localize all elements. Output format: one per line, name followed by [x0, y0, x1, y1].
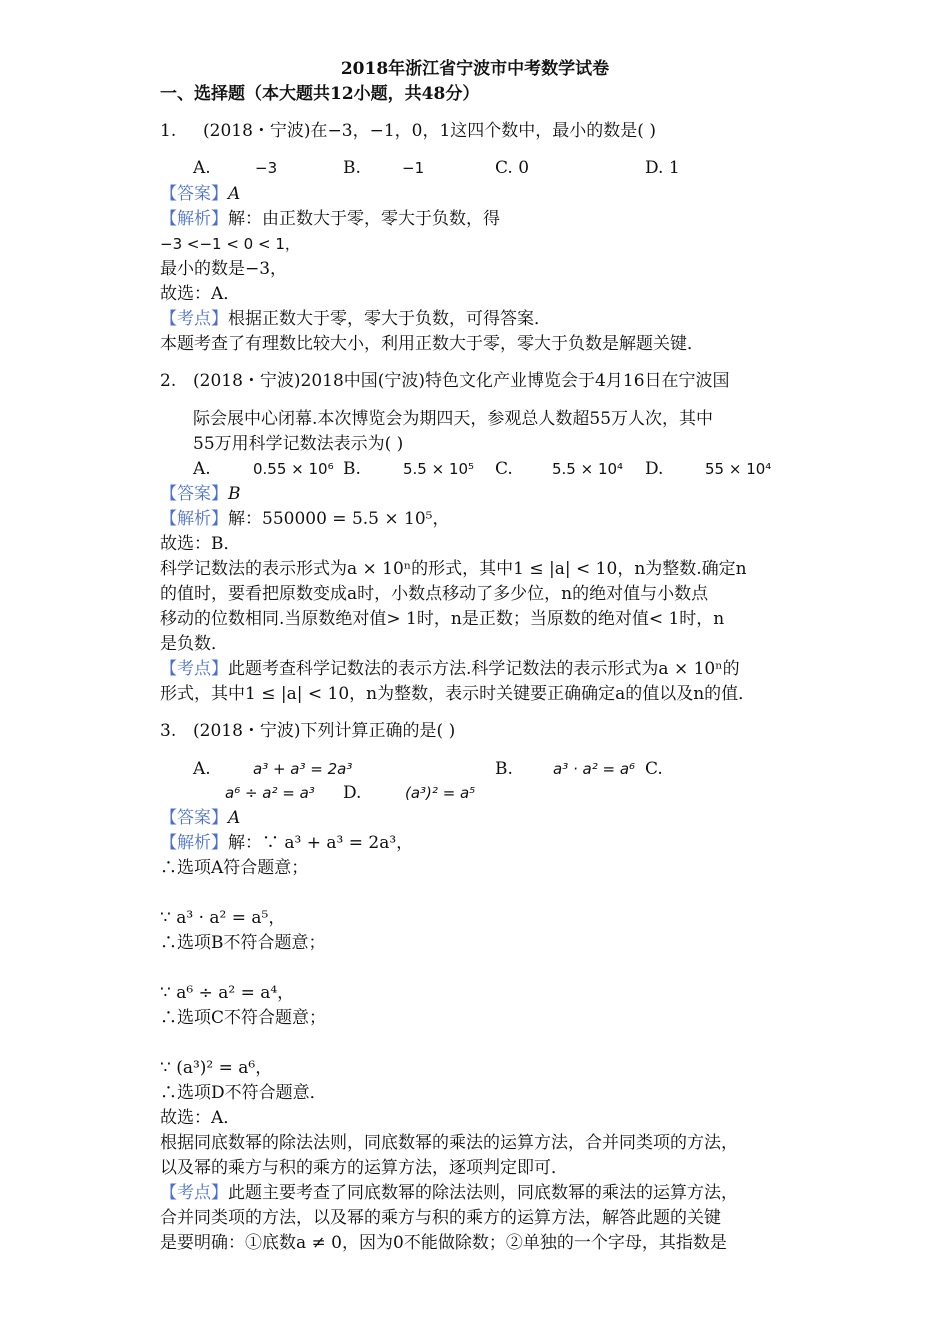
question-number: 2. — [160, 371, 177, 391]
analysis-text: 移动的位数相同.当原数绝对值> 1时，n是正数；当原数的绝对值< 1时，n — [160, 609, 725, 629]
point-text: 形式，其中1 ≤ |a| < 10，n为整数，表示时关键要正确确定a的值以及n的值． — [160, 684, 756, 704]
option-d-value: 55 × 10⁴ — [705, 460, 772, 478]
point-text: 此题主要考查了同底数幂的除法法则，同底数幂的乘法的运算方法， — [228, 1183, 738, 1203]
option-b-value: −1 — [402, 159, 425, 177]
point-line — [160, 658, 740, 680]
analysis-tag: 【解析】 — [160, 833, 228, 853]
question-number: 3. — [160, 721, 177, 741]
analysis-text: ∵ a⁶ ÷ a² = a⁴， — [160, 983, 295, 1003]
option-a-label: A. — [193, 759, 211, 779]
analysis-text: 解：∵ a³ + a³ = 2a³， — [228, 833, 414, 853]
option-d-value: (a³)² = a⁵ — [405, 784, 476, 802]
question-number: 1. — [160, 121, 177, 141]
option-c-label: C. — [495, 459, 513, 479]
point-tag: 【考点】 — [160, 309, 228, 329]
answer-value: A — [228, 808, 241, 828]
analysis-text: 解：550000 = 5.5 × 10⁵， — [228, 509, 450, 529]
point-text: 本题考查了有理数比较大小，利用正数大于零，零大于负数是解题关键． — [160, 334, 704, 354]
analysis-text: 根据同底数幂的除法法则，同底数幂的乘法的运算方法，合并同类项的方法， — [160, 1133, 738, 1153]
option-d-label: D. — [645, 459, 664, 479]
analysis-text: 是负数． — [160, 634, 228, 654]
analysis-text: 故选：A． — [160, 1108, 241, 1128]
option-b-label: B. — [343, 459, 361, 479]
analysis-text: 故选：B． — [160, 534, 241, 554]
analysis-text: 的值时，要看把原数变成a时，小数点移动了多少位，n的绝对值与小数点 — [160, 584, 709, 604]
analysis-text: 科学记数法的表示形式为a × 10ⁿ的形式，其中1 ≤ |a| < 10，n为整数.确定n — [160, 559, 747, 579]
point-text: 此题考查科学记数法的表示方法.科学记数法的表示形式为a × 10ⁿ的 — [228, 659, 740, 679]
analysis-text: −3 <−1 < 0 < 1， — [160, 235, 300, 253]
point-tag: 【考点】 — [160, 659, 228, 679]
analysis-text: ∵ a³ · a² = a⁵， — [160, 908, 286, 928]
analysis-text: ∴选项B不符合题意； — [160, 933, 326, 953]
answer-tag: 【答案】 — [160, 184, 228, 204]
option-b-label: B. — [343, 158, 361, 178]
option-a-label: A. — [193, 158, 211, 178]
analysis-tag: 【解析】 — [160, 209, 228, 229]
point-text: 合并同类项的方法，以及幂的乘方与积的乘方的运算方法，解答此题的关键 — [160, 1208, 721, 1228]
option-c-label: C. — [645, 759, 663, 779]
option-a-value: 0.55 × 10⁶ — [253, 460, 334, 478]
question-stem: (2018・宁波)2018中国(宁波)特色文化产业博览会于4月16日在宁波国 — [193, 371, 730, 391]
point-line — [160, 1182, 738, 1204]
option-b-value: 5.5 × 10⁵ — [403, 460, 475, 478]
option-d-label: D. — [343, 783, 362, 803]
answer-line — [160, 807, 240, 829]
option-c-value: a⁶ ÷ a² = a³ — [225, 784, 315, 802]
option-c-value: 5.5 × 10⁴ — [552, 460, 624, 478]
analysis-text: 解：由正数大于零，零大于负数，得 — [228, 209, 500, 229]
analysis-line — [160, 832, 413, 854]
section-heading: 一、选择题（本大题共12小题，共48分） — [160, 84, 480, 104]
option-c-label: C. 0 — [495, 158, 530, 178]
analysis-text: ∴选项C不符合题意； — [160, 1008, 327, 1028]
answer-value: B — [228, 484, 241, 504]
analysis-text: ∵ (a³)² = a⁶， — [160, 1058, 273, 1078]
analysis-text: ∴选项A符合题意； — [160, 858, 309, 878]
analysis-line — [160, 508, 449, 530]
analysis-text: ∴选项D不符合题意． — [160, 1083, 327, 1103]
point-line — [160, 308, 551, 330]
question-stem: 际会展中心闭幕.本次博览会为期四天，参观总人数超55万人次，其中 — [193, 409, 714, 429]
answer-line — [160, 483, 241, 505]
point-text: 是要明确：①底数a ≠ 0，因为0不能做除数；②单独的一个字母，其指数是 — [160, 1233, 727, 1253]
answer-tag: 【答案】 — [160, 484, 228, 504]
option-a-label: A. — [193, 459, 211, 479]
analysis-text: 以及幂的乘方与积的乘方的运算方法，逐项判定即可． — [160, 1158, 568, 1178]
point-text: 根据正数大于零，零大于负数，可得答案． — [228, 309, 551, 329]
option-d-label: D. 1 — [645, 158, 680, 178]
option-a-value: a³ + a³ = 2a³ — [253, 760, 353, 778]
answer-line — [160, 183, 240, 205]
analysis-text: 最小的数是−3， — [160, 259, 288, 279]
point-tag: 【考点】 — [160, 1183, 228, 1203]
answer-tag: 【答案】 — [160, 808, 228, 828]
option-b-label: B. — [495, 759, 513, 779]
answer-value: A — [228, 184, 241, 204]
analysis-tag: 【解析】 — [160, 509, 228, 529]
analysis-line — [160, 208, 500, 230]
option-b-value: a³ · a² = a⁶ — [553, 760, 636, 778]
option-a-value: −3 — [255, 159, 278, 177]
question-stem: (2018・宁波)下列计算正确的是( ) — [193, 721, 456, 741]
page-title: 2018年浙江省宁波市中考数学试卷 — [340, 59, 610, 79]
analysis-text: 故选：A． — [160, 284, 241, 304]
question-stem: 55万用科学记数法表示为( ) — [193, 434, 404, 454]
question-stem: (2018・宁波)在−3，−1，0，1这四个数中，最小的数是( ) — [203, 121, 656, 141]
